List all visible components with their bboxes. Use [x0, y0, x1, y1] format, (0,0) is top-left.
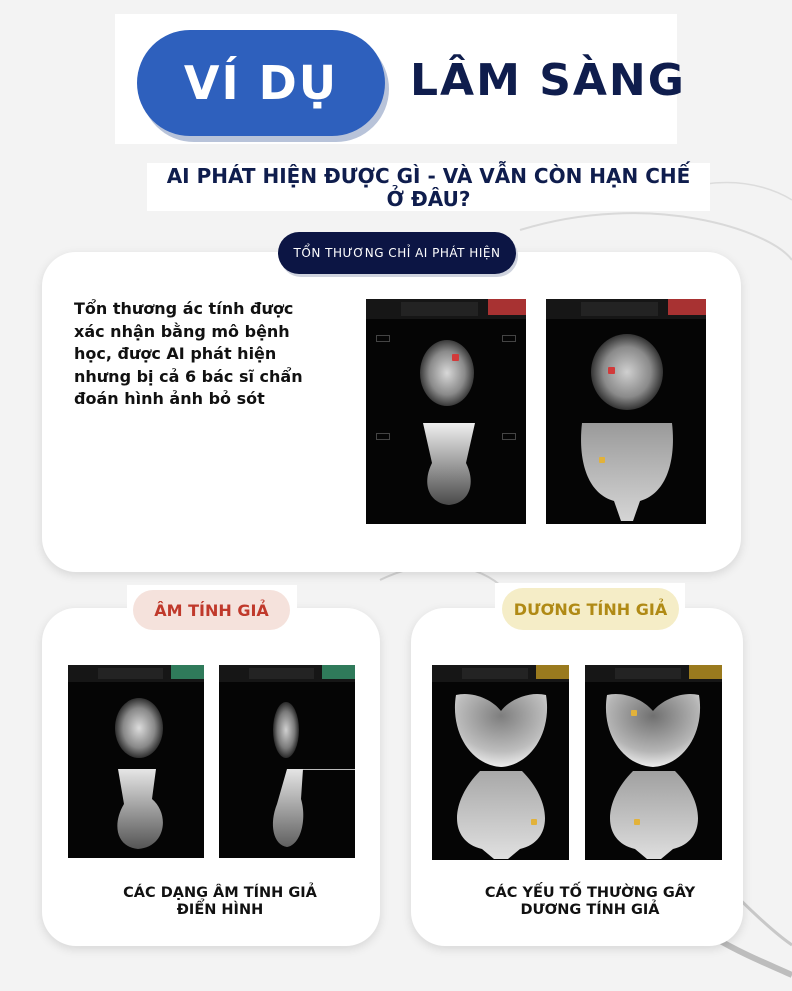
caption-line-1: CÁC DẠNG ÂM TÍNH GIẢ	[123, 885, 317, 901]
mammogram-viewer-4	[219, 665, 355, 858]
ai-marker	[608, 367, 615, 374]
caption-line-2: ĐIỂN HÌNH	[176, 902, 264, 918]
title-pill	[137, 30, 385, 136]
mammogram-viewer-6	[585, 665, 722, 860]
viewer-tag	[668, 299, 706, 315]
false-negative-caption	[60, 885, 380, 919]
title-pill-text: VÍ DỤ	[183, 56, 339, 110]
mammogram-image	[603, 691, 703, 769]
ai-only-description: Tổn thương ác tính được xác nhận bằng mô bệnh học, được AI phát hiện nhưng bị cả 6 bác sĩ chẩn đoán hình ảnh bỏ sót	[74, 299, 303, 408]
mammogram-image	[267, 769, 307, 849]
mammogram-viewer-5	[432, 665, 569, 860]
ai-marker	[452, 354, 459, 361]
mammogram-image	[271, 699, 301, 761]
mammogram-image	[603, 771, 705, 859]
ai-marker	[634, 819, 640, 825]
subtitle-line-1: AI PHÁT HIỆN ĐƯỢC GÌ - VÀ VẪN CÒN HẠN CHẾ	[166, 164, 691, 188]
false-positive-caption	[420, 885, 760, 919]
ai-marker	[531, 819, 537, 825]
ai-marker	[599, 457, 605, 463]
caption-line-1: CÁC YẾU TỐ THƯỜNG GÂY	[484, 885, 696, 901]
mammogram-image	[112, 693, 166, 763]
mammogram-image	[578, 423, 676, 521]
mammogram-viewer-1	[366, 299, 526, 524]
mammogram-image	[450, 771, 552, 859]
ai-marker	[631, 710, 637, 716]
viewer-tag	[689, 665, 722, 679]
viewer-tag	[171, 665, 204, 679]
viewer-tag	[322, 665, 355, 679]
viewer-tag	[536, 665, 569, 679]
page-title: LÂM SÀNG	[410, 55, 686, 106]
mammogram-image	[588, 331, 666, 413]
mammogram-image	[110, 769, 170, 851]
mammogram-viewer-3	[68, 665, 204, 858]
ai-only-badge: TỔN THƯƠNG CHỈ AI PHÁT HIỆN	[278, 232, 516, 274]
subtitle	[147, 163, 710, 211]
mammogram-image	[418, 423, 480, 508]
mammogram-viewer-2	[546, 299, 706, 524]
mammogram-image	[452, 691, 550, 769]
subtitle-line-2: Ở ĐÂU?	[386, 187, 471, 211]
viewer-tag	[488, 299, 526, 315]
false-positive-badge: DƯƠNG TÍNH GIẢ	[502, 588, 679, 630]
mammogram-image	[416, 333, 478, 413]
caption-line-2: DƯƠNG TÍNH GIẢ	[520, 902, 660, 918]
false-negative-badge: ÂM TÍNH GIẢ	[133, 590, 290, 630]
